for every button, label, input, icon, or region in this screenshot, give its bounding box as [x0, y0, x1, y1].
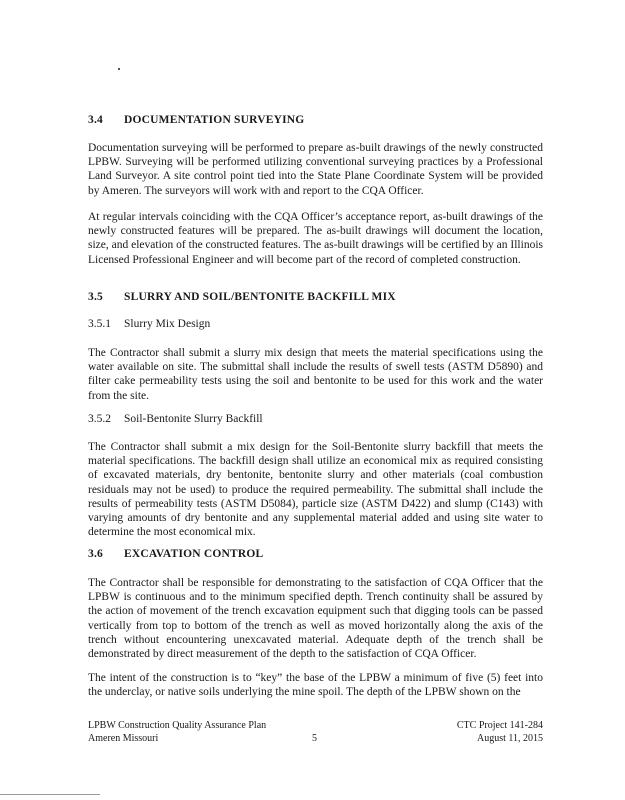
subsection-number: 3.5.1 [88, 318, 111, 330]
footer-right [455, 719, 543, 745]
section-heading-3-4 [88, 114, 304, 126]
paragraph-excavation-control-1: The Contractor shall be responsible for demonstrating to the satisfaction of CQA Officer that the LPBW is continuous and to the minimum specified depth. Trench continuity shall be assured by the action of movement of the trench excavation equipment such that digging tools can be passed vertically from top to bottom of the trench as well as moved horizontally along the axis of the trench without encountering unexcavated material. Adequate depth of the trench shall be demonstrated by direct measurement of the depth to the satisfaction of CQA Officer. [88, 577, 543, 661]
paragraph-excavation-control-2: The intent of the construction is to “key” the base of the LPBW a minimum of five (5) feet into the underclay, or native soils underlying the mine spoil. The depth of the LPBW shown on the [88, 672, 543, 699]
section-heading-3-6 [88, 548, 263, 560]
scan-edge-line [0, 794, 100, 795]
paragraph-soil-bentonite-backfill: The Contractor shall submit a mix design for the Soil-Bentonite slurry backfill that meets the material specifications. The backfill design shall utilize an economical mix as required consisting of excavated materials, dry bentonite, bentonite slurry and other materials (coal combustion residuals may not be used) to produce the required permeability. The submittal shall include the results of permeability tests (ASTM D5084), particle size (ASTM D422) and slump (C143) with varying amounts of dry bentonite and any supplemental material added and using site water to determine the most economical mix. [88, 441, 543, 539]
footer-left [88, 719, 266, 745]
subsection-title: Soil-Bentonite Slurry Backfill [124, 413, 263, 425]
footer-date: August 11, 2015 [476, 733, 543, 744]
section-title: EXCAVATION CONTROL [124, 548, 264, 560]
section-title: DOCUMENTATION SURVEYING [124, 114, 305, 126]
footer-project-number: CTC Project 141-284 [456, 720, 543, 731]
footer-document-title: LPBW Construction Quality Assurance Plan [88, 720, 267, 731]
section-title: SLURRY AND SOIL/BENTONITE BACKFILL MIX [124, 291, 396, 303]
subsection-title: Slurry Mix Design [124, 318, 211, 330]
scan-speck [118, 68, 120, 70]
section-number: 3.4 [88, 114, 103, 126]
footer-page-number: 5 [312, 733, 317, 744]
subsection-heading-3-5-1 [88, 318, 210, 330]
paragraph-documentation-surveying-1: Documentation surveying will be performed to prepare as-built drawings of the newly constructed LPBW. Surveying will be performed utilizing conventional surveying practices by a Professional Land Surveyor. A site control point tied into the State Plane Coordinate System will be provided by Ameren. The surveyors will work with and report to the CQA Officer. [88, 142, 543, 197]
footer-client: Ameren Missouri [88, 733, 159, 744]
section-number: 3.6 [88, 548, 103, 560]
section-number: 3.5 [88, 291, 103, 303]
subsection-number: 3.5.2 [88, 413, 111, 425]
subsection-heading-3-5-2 [88, 413, 263, 425]
paragraph-documentation-surveying-2: At regular intervals coinciding with the CQA Officer’s acceptance report, as-built drawings of the newly constructed features will be prepared. The as-built drawings will document the location, size, and elevation of the constructed features. The as-built drawings will be certified by an Illinois Licensed Professional Engineer and will become part of the record of completed construction. [88, 211, 543, 266]
paragraph-slurry-mix-design: The Contractor shall submit a slurry mix design that meets the material specifications using the water available on site. The submittal shall include the results of swell tests (ASTM D5890) and filter cake permeability tests using the soil and bentonite to be used for this work and the water from the site. [88, 347, 543, 402]
section-heading-3-5 [88, 291, 396, 303]
